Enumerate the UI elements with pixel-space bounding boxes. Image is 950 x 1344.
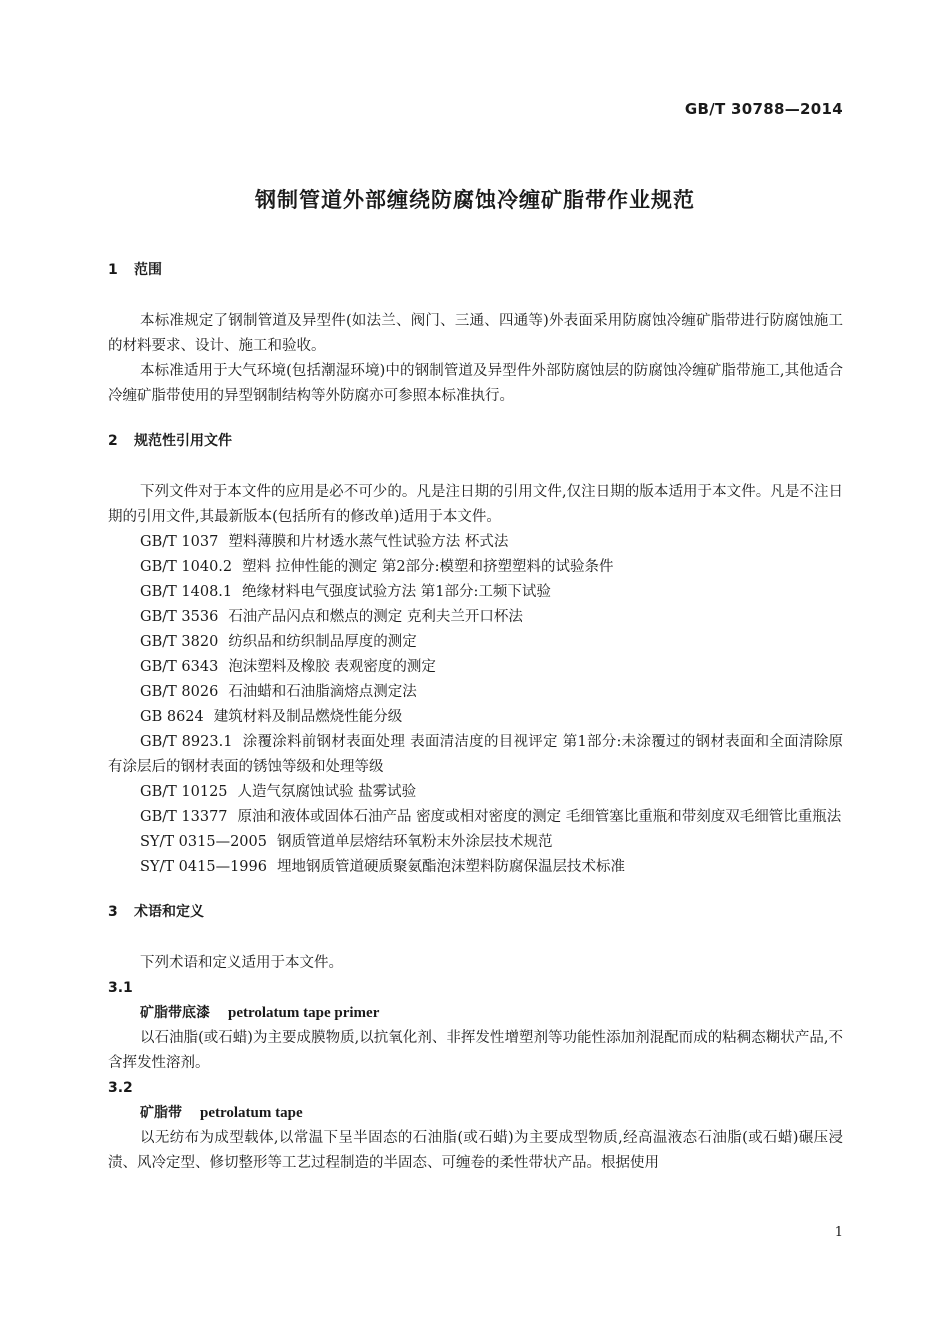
section-title: 术语和定义: [134, 904, 204, 920]
reference-title: 绝缘材料电气强度试验方法 第1部分:工频下试验: [242, 584, 551, 600]
reference-title: 泡沫塑料及橡胶 表观密度的测定: [228, 659, 436, 675]
reference-code: GB/T 1408.1: [140, 584, 233, 600]
reference-title: 原油和液体或固体石油产品 密度或相对密度的测定 毛细管塞比重瓶和带刻度双毛细管比重瓶法: [237, 809, 842, 825]
reference-item: [108, 580, 843, 605]
paragraph: 下列文件对于本文件的应用是必不可少的。凡是注日期的引用文件,仅注日期的版本适用于本文件。凡是不注日期的引用文件,其最新版本(包括所有的修改单)适用于本文件。: [108, 484, 843, 525]
document-title: 钢制管道外部缠绕防腐蚀冷缠矿脂带作业规范: [255, 188, 695, 212]
paragraph: 下列术语和定义适用于本文件。: [140, 955, 343, 971]
reference-item: [108, 680, 843, 705]
reference-item: [108, 780, 843, 805]
standard-code: GB/T 30788—2014: [684, 100, 843, 118]
page-number: 1: [834, 1225, 843, 1240]
reference-title: 钢质管道单层熔结环氧粉末外涂层技术规范: [276, 834, 553, 850]
reference-code: GB/T 1037: [140, 534, 219, 550]
section-title: 规范性引用文件: [134, 433, 232, 449]
paragraph: 本标准规定了钢制管道及异型件(如法兰、阀门、三通、四通等)外表面采用防腐蚀冷缠矿脂带进行防腐蚀施工的材料要求、设计、施工和验收。: [108, 313, 843, 354]
reference-title: 石油蜡和石油脂滴熔点测定法: [228, 684, 417, 700]
term-en: petrolatum tape: [200, 1105, 303, 1121]
term-number: 3.1: [108, 980, 133, 996]
reference-title: 涂覆涂料前钢材表面处理 表面清洁度的目视评定 第1部分:未涂覆过的钢材表面和全面清除原有涂层后的钢材表面的锈蚀等级和处理等级: [108, 734, 844, 775]
reference-title: 建筑材料及制品燃烧性能分级: [213, 709, 403, 725]
document-body: [108, 258, 843, 1176]
reference-code: GB/T 8923.1: [140, 734, 233, 750]
section-heading-normative-references: [108, 429, 843, 454]
reference-item: [108, 830, 843, 855]
reference-title: 埋地钢质管道硬质聚氨酯泡沫塑料防腐保温层技术标准: [276, 859, 625, 875]
reference-item: [108, 855, 843, 880]
section-heading-terms: [108, 900, 843, 925]
reference-item: [108, 805, 843, 830]
reference-code: GB/T 3820: [140, 634, 219, 650]
term-number: 3.2: [108, 1080, 133, 1096]
reference-list: [108, 530, 843, 880]
section-title: 范围: [134, 262, 162, 278]
reference-code: GB/T 6343: [140, 659, 219, 675]
term-zh: 矿脂带: [140, 1105, 182, 1121]
reference-title: 人造气氛腐蚀试验 盐雾试验: [237, 784, 417, 800]
section-number: 1: [108, 262, 118, 278]
reference-code: SY/T 0415—1996: [140, 859, 267, 875]
reference-item: [108, 605, 843, 630]
reference-code: GB/T 10125: [140, 784, 228, 800]
reference-item: [108, 630, 843, 655]
term-zh: 矿脂带底漆: [140, 1005, 210, 1021]
reference-code: GB/T 13377: [140, 809, 228, 825]
term-definition: 以无纺布为成型载体,以常温下呈半固态的石油脂(或石蜡)为主要成型物质,经高温液态石油脂(或石蜡)碾压浸渍、风冷定型、修切整形等工艺过程制造的半固态、可缠卷的柔性带状产品。根据使用: [108, 1130, 843, 1171]
term-heading: [108, 1001, 843, 1026]
reference-code: GB/T 3536: [140, 609, 219, 625]
reference-title: 塑料薄膜和片材透水蒸气性试验方法 杯式法: [228, 534, 509, 550]
section-heading-scope: [108, 258, 843, 283]
section-number: 3: [108, 904, 118, 920]
reference-code: SY/T 0315—2005: [140, 834, 267, 850]
reference-title: 纺织品和纺织制品厚度的测定: [228, 634, 417, 650]
section-number: 2: [108, 433, 118, 449]
reference-item: [108, 705, 843, 730]
reference-item: [108, 530, 843, 555]
reference-title: 塑料 拉伸性能的测定 第2部分:模塑和挤塑塑料的试验条件: [242, 559, 614, 575]
reference-title: 石油产品闪点和燃点的测定 克利夫兰开口杯法: [228, 609, 523, 625]
reference-code: GB 8624: [140, 709, 204, 725]
reference-item: [108, 655, 843, 680]
reference-code: GB/T 1040.2: [140, 559, 233, 575]
reference-item: [108, 730, 843, 780]
term-en: petrolatum tape primer: [228, 1005, 380, 1021]
term-heading: [108, 1101, 843, 1126]
reference-item: [108, 555, 843, 580]
paragraph: 本标准适用于大气环境(包括潮湿环境)中的钢制管道及异型件外部防腐蚀层的防腐蚀冷缠矿脂带施工,其他适合冷缠矿脂带使用的异型钢制结构等外防腐亦可参照本标准执行。: [108, 363, 843, 404]
reference-code: GB/T 8026: [140, 684, 219, 700]
term-definition: 以石油脂(或石蜡)为主要成膜物质,以抗氧化剂、非挥发性增塑剂等功能性添加剂混配而成的粘稠态糊状产品,不含挥发性溶剂。: [108, 1030, 843, 1071]
